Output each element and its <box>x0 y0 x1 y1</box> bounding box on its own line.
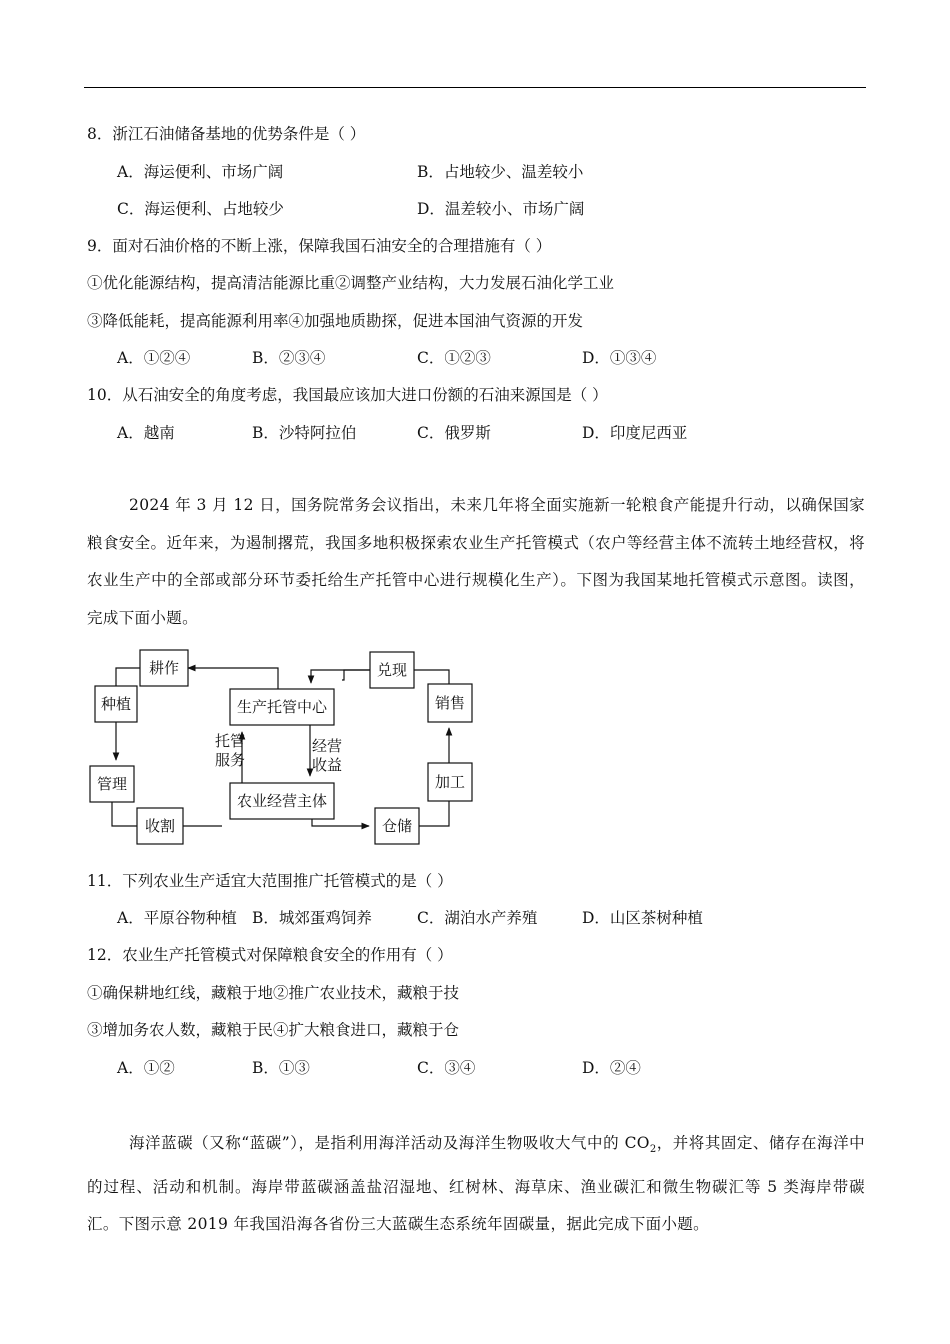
q12-option-c[interactable]: C．③④ <box>417 1059 476 1077</box>
passage-blue-carbon <box>87 1125 865 1244</box>
q9-statement-line-1: ①优化能源结构，提高清洁能源比重②调整产业结构，大力发展石油化学工业 <box>87 274 615 292</box>
q10-option-c[interactable]: C．俄罗斯 <box>417 424 491 442</box>
q12-option-d[interactable]: D．②④ <box>582 1059 641 1077</box>
q10-option-d[interactable]: D．印度尼西亚 <box>582 424 688 442</box>
co2-subscript: 2 <box>649 1144 657 1156</box>
q10-option-a[interactable]: A．越南 <box>117 424 175 442</box>
header-rule <box>84 87 866 88</box>
label-guanli: 管理 <box>96 775 128 793</box>
q9-option-a[interactable]: A．①②④ <box>117 349 191 367</box>
q9-stem: 9．面对石油价格的不断上涨，保障我国石油安全的合理措施有（ ） <box>87 237 552 255</box>
label-jiagong: 加工 <box>434 773 466 791</box>
label-xiaoshou: 销售 <box>434 694 466 712</box>
q11-option-d[interactable]: D．山区茶树种植 <box>582 909 703 927</box>
q10-stem: 10．从石油安全的角度考虑，我国最应该加大进口份额的石油来源国是（ ） <box>87 386 608 404</box>
q12-statement-line-2: ③增加务农人数，藏粮于民④扩大粮食进口，藏粮于仓 <box>87 1021 460 1039</box>
passage-blue-carbon-part-1: 海洋蓝碳（又称“蓝碳”），是指利用海洋活动及海洋生物吸收大气中的 CO <box>129 1134 650 1152</box>
q11-option-b[interactable]: B．城郊蛋鸡饲养 <box>252 909 372 927</box>
label-duixian: 兑现 <box>376 661 408 679</box>
q11-stem: 11．下列农业生产适宜大范围推广托管模式的是（ ） <box>87 872 453 890</box>
q8-option-d[interactable]: D．温差较小、市场广阔 <box>417 200 585 218</box>
q9-option-d[interactable]: D．①③④ <box>582 349 657 367</box>
q8-option-a[interactable]: A．海运便利、市场广阔 <box>117 163 284 181</box>
q8-stem: 8．浙江石油储备基地的优势条件是（ ） <box>87 125 366 143</box>
label-tuoguan-1: 托管 <box>214 732 246 750</box>
label-jingying-1: 经营 <box>311 737 343 755</box>
q8-option-b[interactable]: B．占地较少、温差较小 <box>417 163 584 181</box>
label-cangchu: 仓储 <box>381 817 413 835</box>
label-jingying-2: 收益 <box>311 756 343 774</box>
q8-option-c[interactable]: C．海运便利、占地较少 <box>117 200 284 218</box>
trusteeship-diagram <box>80 640 480 852</box>
label-subject: 农业经营主体 <box>236 792 328 810</box>
q9-option-c[interactable]: C．①②③ <box>417 349 491 367</box>
passage-blue-carbon-part-2: ，并将其固定、储存在海洋中的过程、活动和机制。海岸带蓝碳涵盖盐沼湿地、红树林、海草床、渔业碳汇和微生物碳汇等 5 类海岸带碳汇。下图示意 2019 年我国沿海各省份三大蓝碳生态系统年固碳量，据此完成下面小题。 <box>87 1134 865 1234</box>
q10-option-b[interactable]: B．沙特阿拉伯 <box>252 424 357 442</box>
q11-option-c[interactable]: C．湖泊水产养殖 <box>417 909 538 927</box>
q12-statement-line-1: ①确保耕地红线，藏粮于地②推广农业技术，藏粮于技 <box>87 984 460 1002</box>
q11-option-a[interactable]: A．平原谷物种植 <box>117 909 237 927</box>
q12-stem: 12．农业生产托管模式对保障粮食安全的作用有（ ） <box>87 946 453 964</box>
q12-option-a[interactable]: A．①② <box>117 1059 175 1077</box>
passage-farm-trusteeship: 2024 年 3 月 12 日，国务院常务会议指出，未来几年将全面实施新一轮粮食产能提升行动，以确保国家粮食安全。近年来，为遏制撂荒，我国多地积极探索农业生产托管模式（农户等经营主体不流转土地经营权，将农业生产中的全部或部分环节委托给生产托管中心进行规模化生产）。下图为我国某地托管模式示意图。读图，完成下面小题。 <box>87 496 865 627</box>
label-tuoguan-2: 服务 <box>214 751 246 769</box>
label-center: 生产托管中心 <box>236 698 328 716</box>
label-gengzuo: 耕作 <box>148 659 180 677</box>
q12-option-b[interactable]: B．①③ <box>252 1059 310 1077</box>
q9-option-b[interactable]: B．②③④ <box>252 349 326 367</box>
label-shouge: 收割 <box>144 817 176 835</box>
q9-statement-line-2: ③降低能耗，提高能源利用率④加强地质勘探，促进本国油气资源的开发 <box>87 312 584 330</box>
label-zhongzhi: 种植 <box>100 695 132 713</box>
